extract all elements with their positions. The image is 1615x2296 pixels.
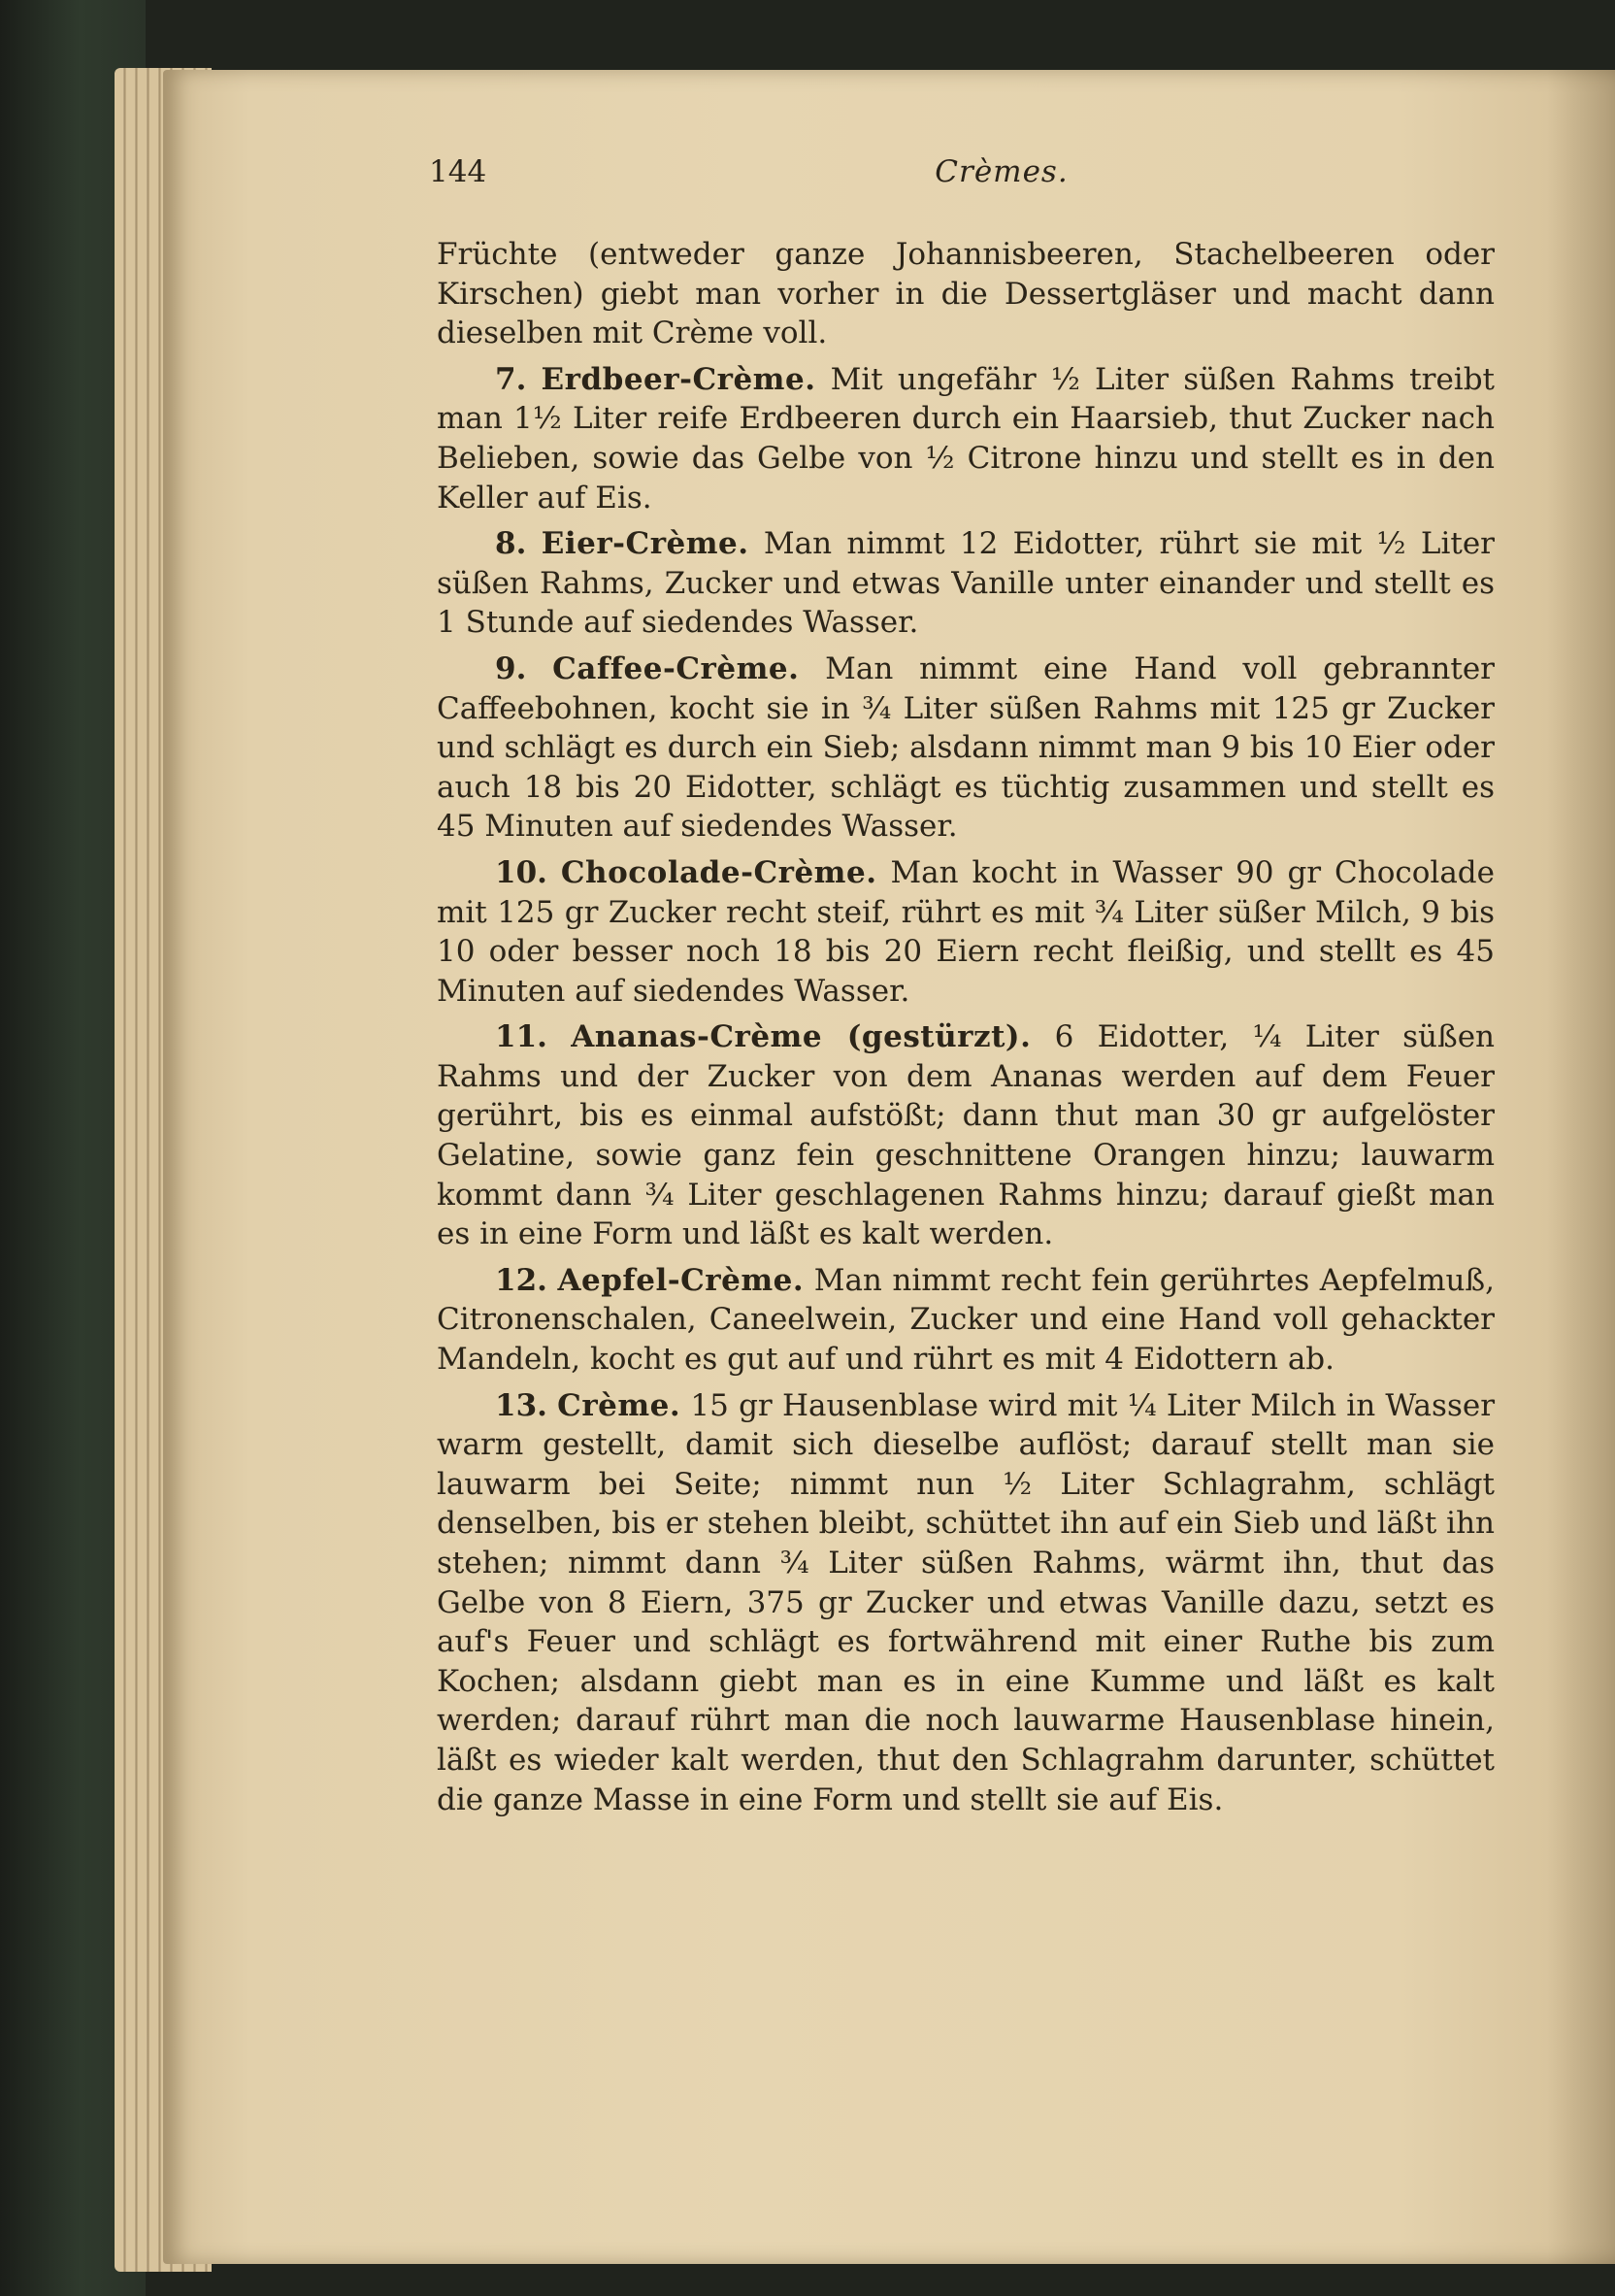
continuation-paragraph: Früchte (entweder ganze Johannisbeeren, Stachelbeeren oder Kirschen) giebt man vorher in die Dessertgläser und macht dann dieselben mit Crème voll. (437, 237, 1495, 351)
recipe-title: Aepfel-Crème. (557, 1262, 805, 1298)
page-text (437, 235, 1495, 1819)
recipe-number: 11. (495, 1019, 547, 1055)
recipe-text: 6 Eidotter, ¼ Liter süßen Rahms und der Zucker von dem Ananas werden auf dem Feuer gerührt, bis es einmal aufstößt; dann thut man 30 gr aufgelöster Gelatine, sowie ganz fein geschnittene Orangen hinzu; lauwarm kommt dann ¾ Liter geschlagenen Rahms hinzu; darauf gießt man es in eine Form und läßt es kalt werden. (437, 1019, 1496, 1252)
recipe-title: Caffee-Crème. (552, 650, 800, 686)
running-head-title: Crèmes. (935, 154, 1069, 189)
recipe-paragraph (437, 524, 1495, 643)
recipe-text: 15 gr Hausenblase wird mit ¼ Liter Milch in Wasser warm gestellt, damit sich dieselbe auflöst; darauf stellt man sie lauwarm bei Seite; nimmt nun ½ Liter Schlagrahm, schlägt denselben, bis er stehen bleibt, schüttet ihn auf ein Sieb und läßt ihn stehen; nimmt dann ¾ Liter süßen Rahms, wärmt ihn, thut das Gelbe von 8 Eiern, 375 gr Zucker und etwas Vanille dazu, setzt es auf's Feuer und schlägt es fortwährend mit einer Ruthe bis zum Kochen; alsdann giebt man es in eine Kumme und läßt es kalt werden; darauf rührt man die noch lauwarme Hausenblase hinein, läßt es wieder kalt werden, thut den Schlagrahm darunter, schüttet die ganze Masse in eine Form und stellt sie auf Eis. (437, 1387, 1496, 1817)
recipe-text: Mit ungefähr ½ Liter süßen Rahms treibt man 1½ Liter reife Erdbeeren durch ein Haarsieb, thut Zucker nach Belieben, sowie das Gelbe von ½ Citrone hinzu und stellt es in den Keller auf Eis. (437, 361, 1496, 516)
recipe-paragraph (437, 853, 1495, 1011)
recipe-text: Man nimmt 12 Eidotter, rührt sie mit ½ Liter süßen Rahms, Zucker und etwas Vanille unter einander und stellt es 1 Stunde auf siedendes Wasser. (437, 526, 1495, 641)
recipe-paragraph (437, 1261, 1495, 1380)
recipe-text: Man kocht in Wasser 90 gr Chocolade mit 125 gr Zucker recht steif, rührt es mit ¾ Liter süßer Milch, 9 bis 10 oder besser noch 18 bis 20 Eiern recht fleißig, und stellt es 45 Minuten auf siedendes Wasser. (437, 854, 1495, 1009)
recipe-number: 12. (495, 1262, 547, 1298)
running-head (429, 148, 1497, 196)
recipe-title: Crème. (557, 1387, 681, 1423)
gutter-shadow (1547, 70, 1615, 2264)
page-number: 144 (429, 154, 487, 189)
recipe-paragraph (437, 649, 1495, 847)
recipe-number: 10. (495, 854, 547, 890)
recipe-number: 7. (495, 361, 527, 397)
recipe-title: Ananas-Crème (gestürzt). (571, 1019, 1032, 1055)
recipe-paragraph (437, 1017, 1495, 1254)
recipe-title: Chocolade-Crème. (560, 854, 877, 890)
recipe-paragraph (437, 360, 1495, 517)
recipe-title: Eier-Crème. (541, 526, 749, 562)
recipe-text: Man nimmt recht fein gerührtes Aepfelmuß, Citronenschalen, Caneelwein, Zucker und eine Hand voll gehackter Mandeln, kocht es gut auf und rührt es mit 4 Eidottern ab. (437, 1262, 1495, 1378)
recipe-number: 9. (495, 650, 527, 686)
recipe-number: 8. (495, 526, 527, 562)
recipe-title: Erdbeer-Crème. (541, 361, 816, 397)
recipe-number: 13. (495, 1387, 547, 1423)
recipe-paragraph (437, 1386, 1495, 1820)
recipe-text: Man nimmt eine Hand voll gebrannter Caffeebohnen, kocht sie in ¾ Liter süßen Rahms mit 125 gr Zucker und schlägt es durch ein Sieb; alsdann nimmt man 9 bis 10 Eier oder auch 18 bis 20 Eidotter, schlägt es tüchtig zusammen und stellt es 45 Minuten auf siedendes Wasser. (437, 650, 1495, 845)
